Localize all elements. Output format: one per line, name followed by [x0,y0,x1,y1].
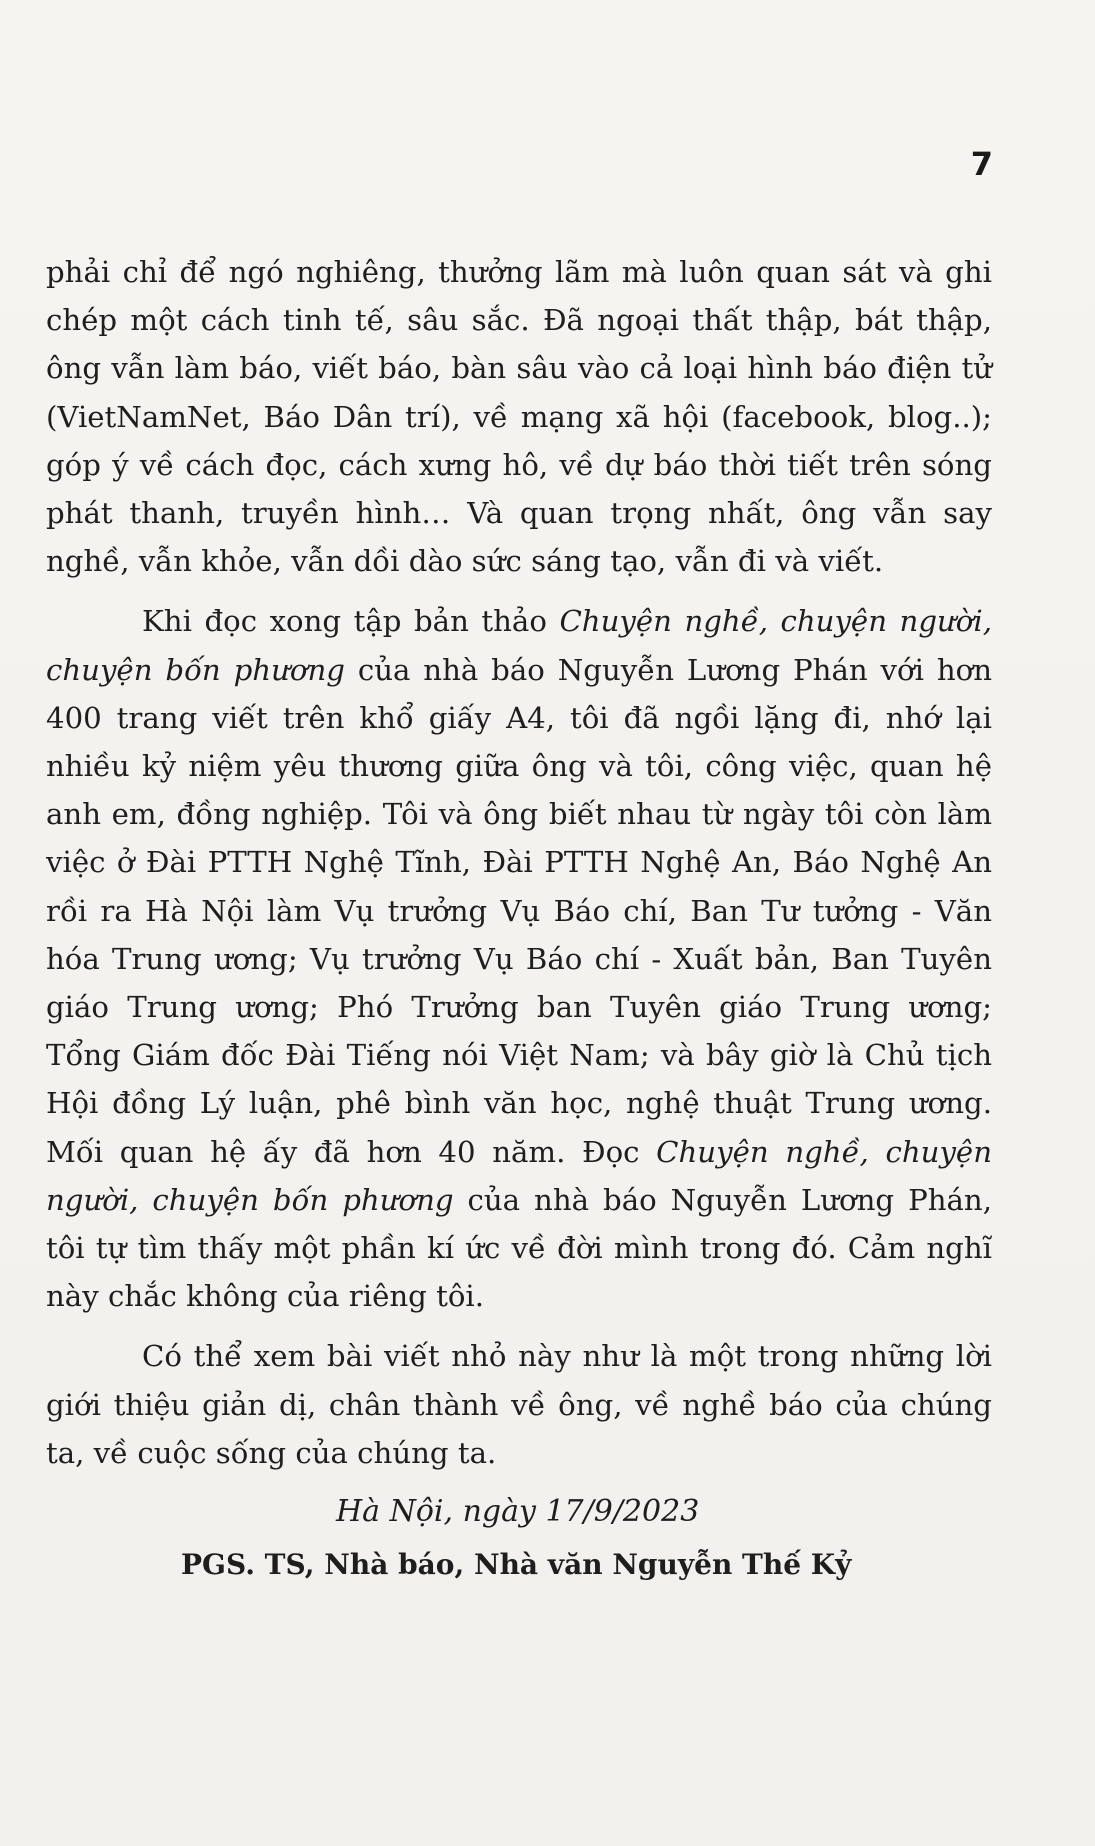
text-line: Có thể xem bài viết nhỏ này như là một trong những lời [142,1339,992,1374]
text-line: giới thiệu giản dị, chân thành về ông, về nghề báo của chúng [46,1387,992,1422]
text-line [46,597,992,645]
text-line: rồi ra Hà Nội làm Vụ trưởng Vụ Báo chí, Ban Tư tưởng - Văn [46,893,992,928]
text-line: Hội đồng Lý luận, phê bình văn học, nghệ thuật Trung ương. [46,1086,992,1121]
text-line: chép một cách tinh tế, sâu sắc. Đã ngoại thất thập, bát thập, [46,303,992,338]
text-line: (VietNamNet, Báo Dân trí), về mạng xã hội (facebook, blog..); [46,399,992,434]
book-title: Chuyện nghề, chuyện [656,1134,992,1169]
text-line: anh em, đồng nghiệp. Tôi và ông biết nhau từ ngày tôi còn làm [46,797,992,832]
text-line: nghề, vẫn khỏe, vẫn dồi dào sức sáng tạo, vẫn đi và viết. [46,544,884,579]
paragraph-2 [46,597,992,1320]
text-segment: của nhà báo Nguyễn Lương Phán với hơn [344,652,992,687]
text-line: này chắc không của riêng tôi. [46,1279,485,1314]
text-line: Tổng Giám đốc Đài Tiếng nói Việt Nam; và bây giờ là Chủ tịch [46,1038,992,1073]
text-line [46,1176,992,1224]
book-title: người, chuyện bốn phương [46,1182,454,1217]
paragraph-3 [46,1332,992,1477]
text-line: góp ý về cách đọc, cách xưng hô, về dự báo thời tiết trên sóng [46,447,992,482]
author-signature: PGS. TS, Nhà báo, Nhà văn Nguyễn Thế Kỷ [181,1548,852,1581]
text-line [46,1128,992,1176]
text-line: phát thanh, truyền hình… Và quan trọng nhất, ông vẫn say [46,496,992,531]
body-text [46,248,992,1477]
text-line: 400 trang viết trên khổ giấy A4, tôi đã ngồi lặng đi, nhớ lại [46,700,992,735]
text-line: hóa Trung ương; Vụ trưởng Vụ Báo chí - Xuất bản, Ban Tuyên [46,941,992,976]
text-line: ông vẫn làm báo, viết báo, bàn sâu vào cả loại hình báo điện tử [46,351,992,386]
text-segment: Mối quan hệ ấy đã hơn 40 năm. Đọc [46,1134,657,1169]
text-line: giáo Trung ương; Phó Trưởng ban Tuyên giáo Trung ương; [46,990,992,1025]
text-line: ta, về cuộc sống của chúng ta. [46,1435,497,1470]
book-title: chuyện bốn phương [46,652,345,687]
text-segment: Khi đọc xong tập bản thảo [142,604,560,639]
text-line: tôi tự tìm thấy một phần kí ức về đời mình trong đó. Cảm nghĩ [46,1231,992,1266]
text-segment: của nhà báo Nguyễn Lương Phán, [453,1182,992,1217]
book-title: Chuyện nghề, chuyện người, [559,604,992,639]
text-line: phải chỉ để ngó nghiêng, thưởng lãm mà luôn quan sát và ghi [46,255,992,289]
page-number: 7 [970,145,993,183]
paragraph-1 [46,248,992,585]
text-line [46,646,992,694]
place-date: Hà Nội, ngày 17/9/2023 [336,1494,700,1529]
text-line: nhiều kỷ niệm yêu thương giữa ông và tôi, công việc, quan hệ [46,749,992,784]
text-line: việc ở Đài PTTH Nghệ Tĩnh, Đài PTTH Nghệ An, Báo Nghệ An [46,845,992,880]
